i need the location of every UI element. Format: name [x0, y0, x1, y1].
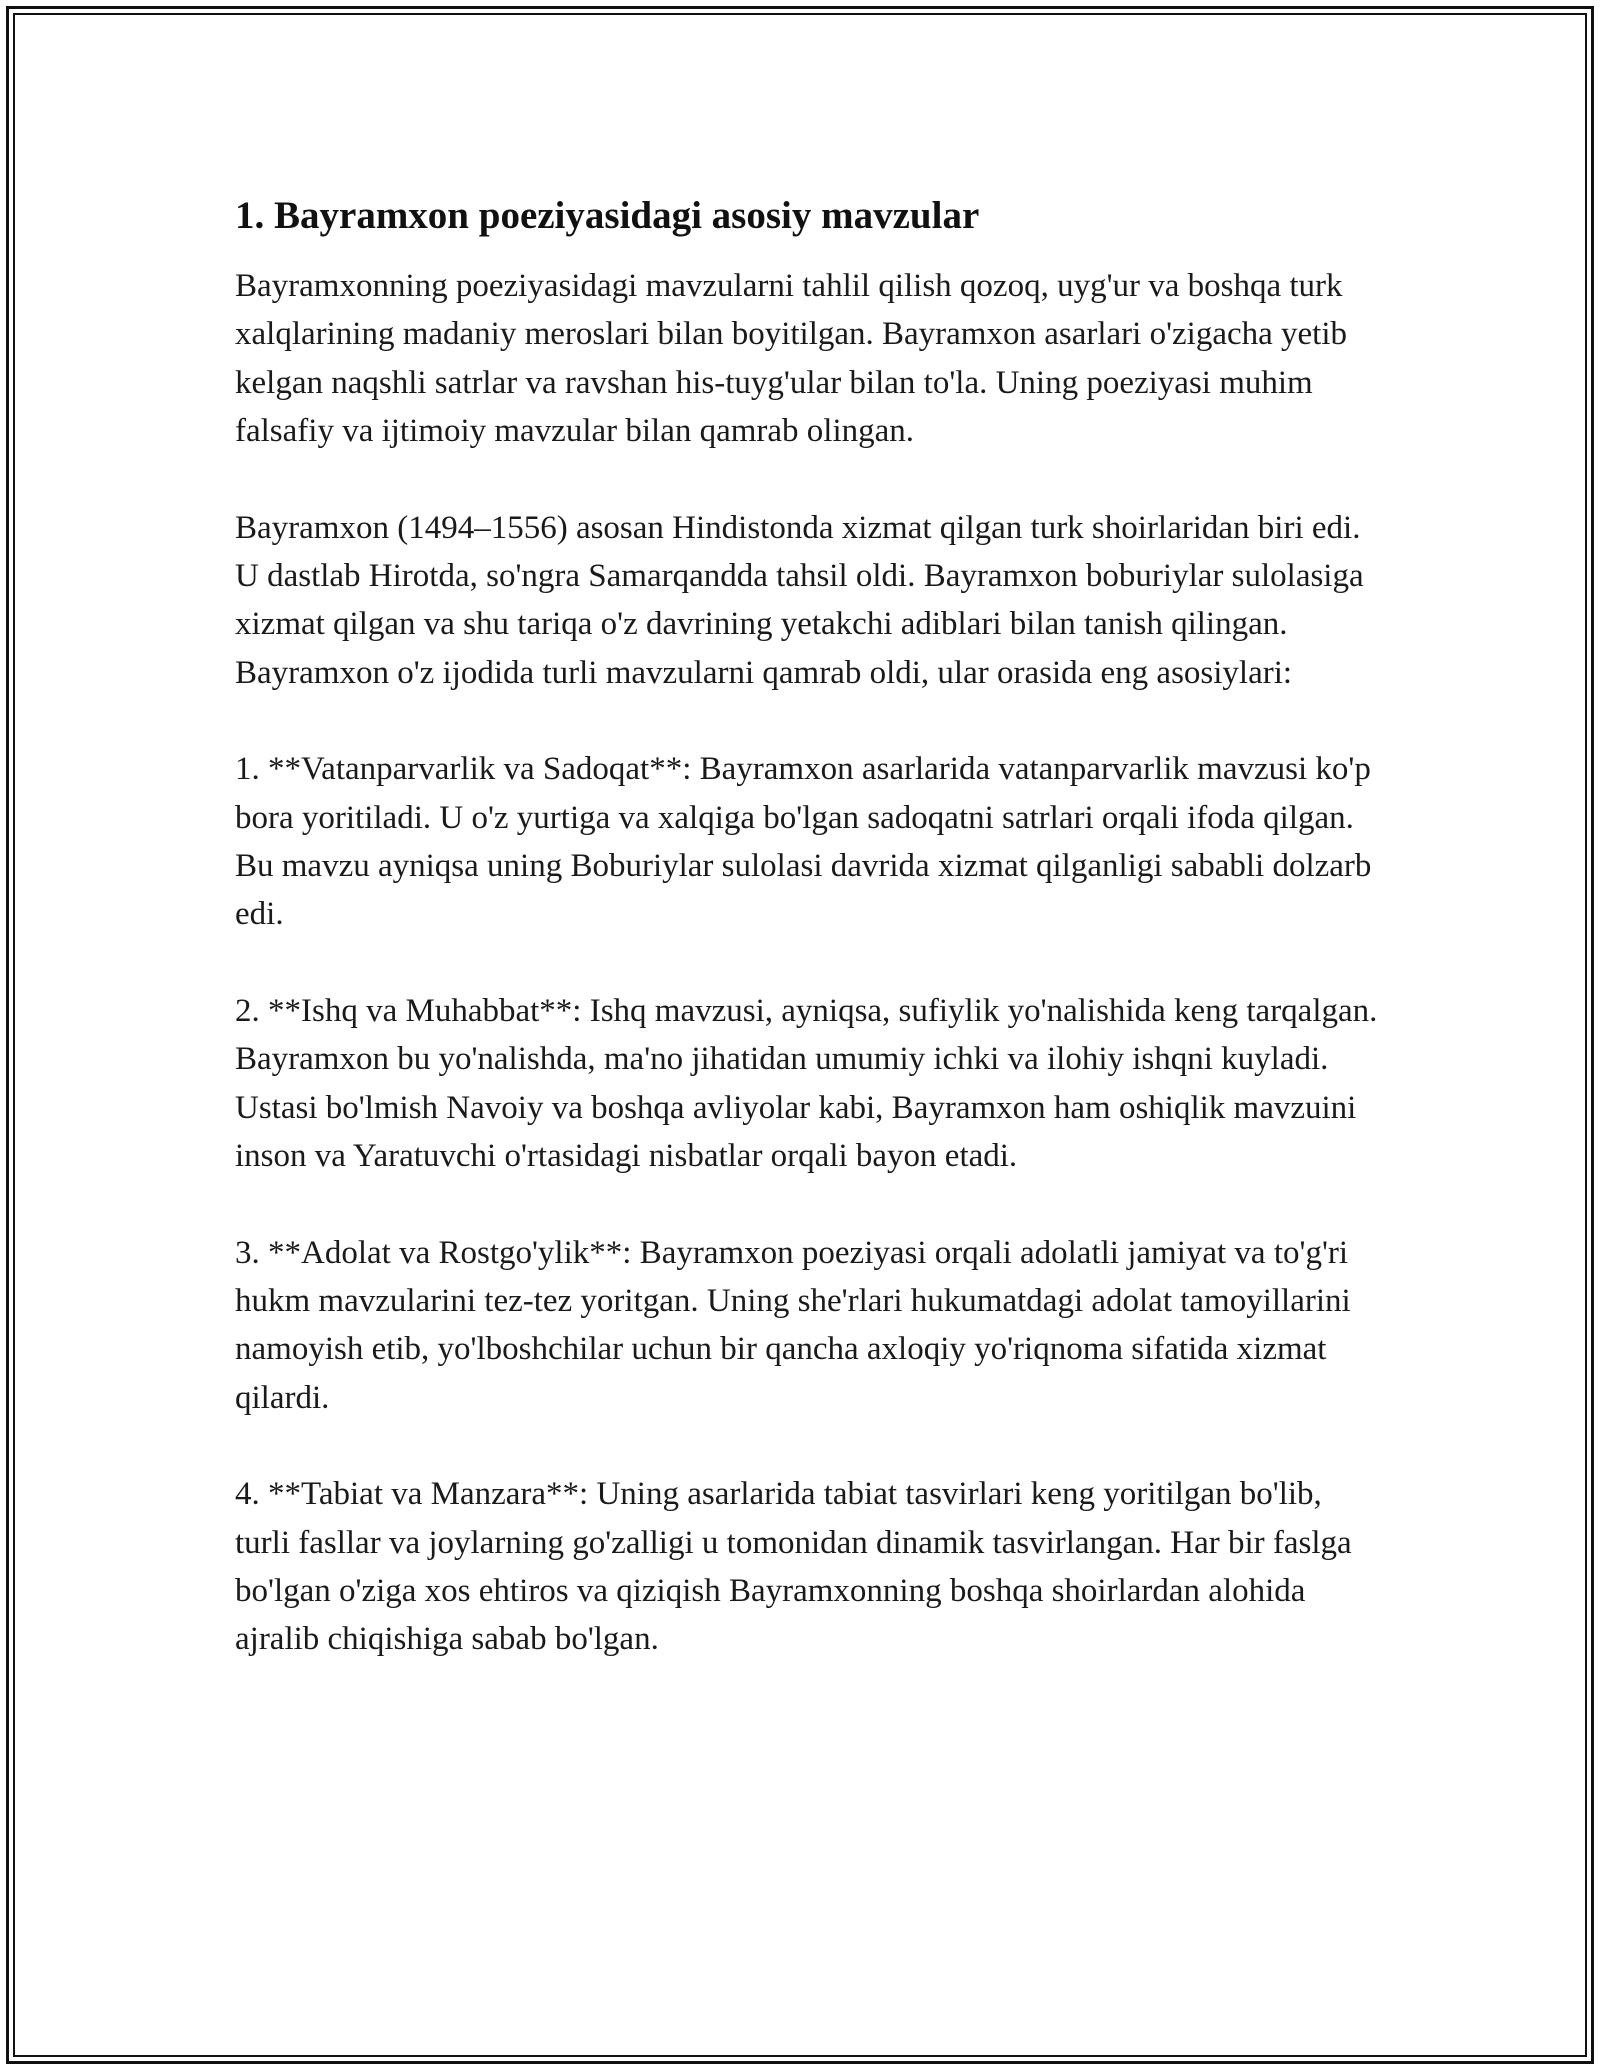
paragraph-theme-love: 2. **Ishq va Muhabbat**: Ishq mavzusi, ayniqsa, sufiylik yo'nalishida keng tarqalgan. Bayramxon bu yo'nalishda, ma'no jihatidan umumiy ichki va ilohiy ishqni kuyladi. Ustasi bo'lmish Navoiy va boshqa avliyolar kabi, Bayramxon ham oshiqlik mavzuini inson va Yaratuvchi o'rtasidagi nisbatlar orqali bayon etadi.	[235, 992, 1378, 1175]
paragraph-theme-nature: 4. **Tabiat va Manzara**: Uning asarlarida tabiat tasvirlari keng yoritilgan bo'lib, turli fasllar va joylarning go'zalligi u tomonidan dinamik tasvirlangan. Har bir faslga bo'lgan o'ziga xos ehtiros va qiziqish Bayramxonning boshqa shoirlardan alohida ajralib chiqishiga sabab bo'lgan.	[235, 1476, 1352, 1658]
paragraph-theme-patriotism: 1. **Vatanparvarlik va Sadoqat**: Bayramxon asarlarida vatanparvarlik mavzusi ko'p bora yoritiladi. U o'z yurtiga va xalqiga bo'lgan sadoqatni satrlari orqali ifoda qilgan. Bu mavzu ayniqsa uning Boburiylar sulolasi davrida xizmat qilganligi sababli dolzarb edi.	[235, 751, 1372, 933]
paragraph-biography: Bayramxon (1494–1556) asosan Hindistonda xizmat qilgan turk shoirlaridan biri edi. U dastlab Hirotda, so'ngra Samarqandda tahsil oldi. Bayramxon boburiylar sulolasiga xizmat qilgan va shu tariqa o'z davrining yetakchi adiblari bilan tanish qilingan. Bayramxon o'z ijodida turli mavzularni qamrab oldi, ular orasida eng asosiylari:	[235, 509, 1364, 691]
paragraph-intro: Bayramxonning poeziyasidagi mavzularni tahlil qilish qozoq, uyg'ur va boshqa turk xalqlarining madaniy meroslari bilan boyitilgan. Bayramxon asarlari o'zigacha yetib kelgan naqshli satrlar va ravshan his-tuyg'ular bilan to'la. Uning poeziyasi muhim falsafiy va ijtimoiy mavzular bilan qamrab olingan.	[235, 268, 1348, 450]
document-body	[235, 190, 1385, 1664]
paragraph-theme-justice: 3. **Adolat va Rostgo'ylik**: Bayramxon poeziyasi orqali adolatli jamiyat va to'g'ri hukm mavzularini tez-tez yoritgan. Uning she'rlari hukumatdagi adolat tamoyillarini namoyish etib, yo'lboshchilar uchun bir qancha axloqiy yo'riqnoma sifatida xizmat qilardi.	[235, 1234, 1351, 1416]
section-heading: 1. Bayramxon poeziyasidagi asosiy mavzular	[235, 194, 980, 237]
